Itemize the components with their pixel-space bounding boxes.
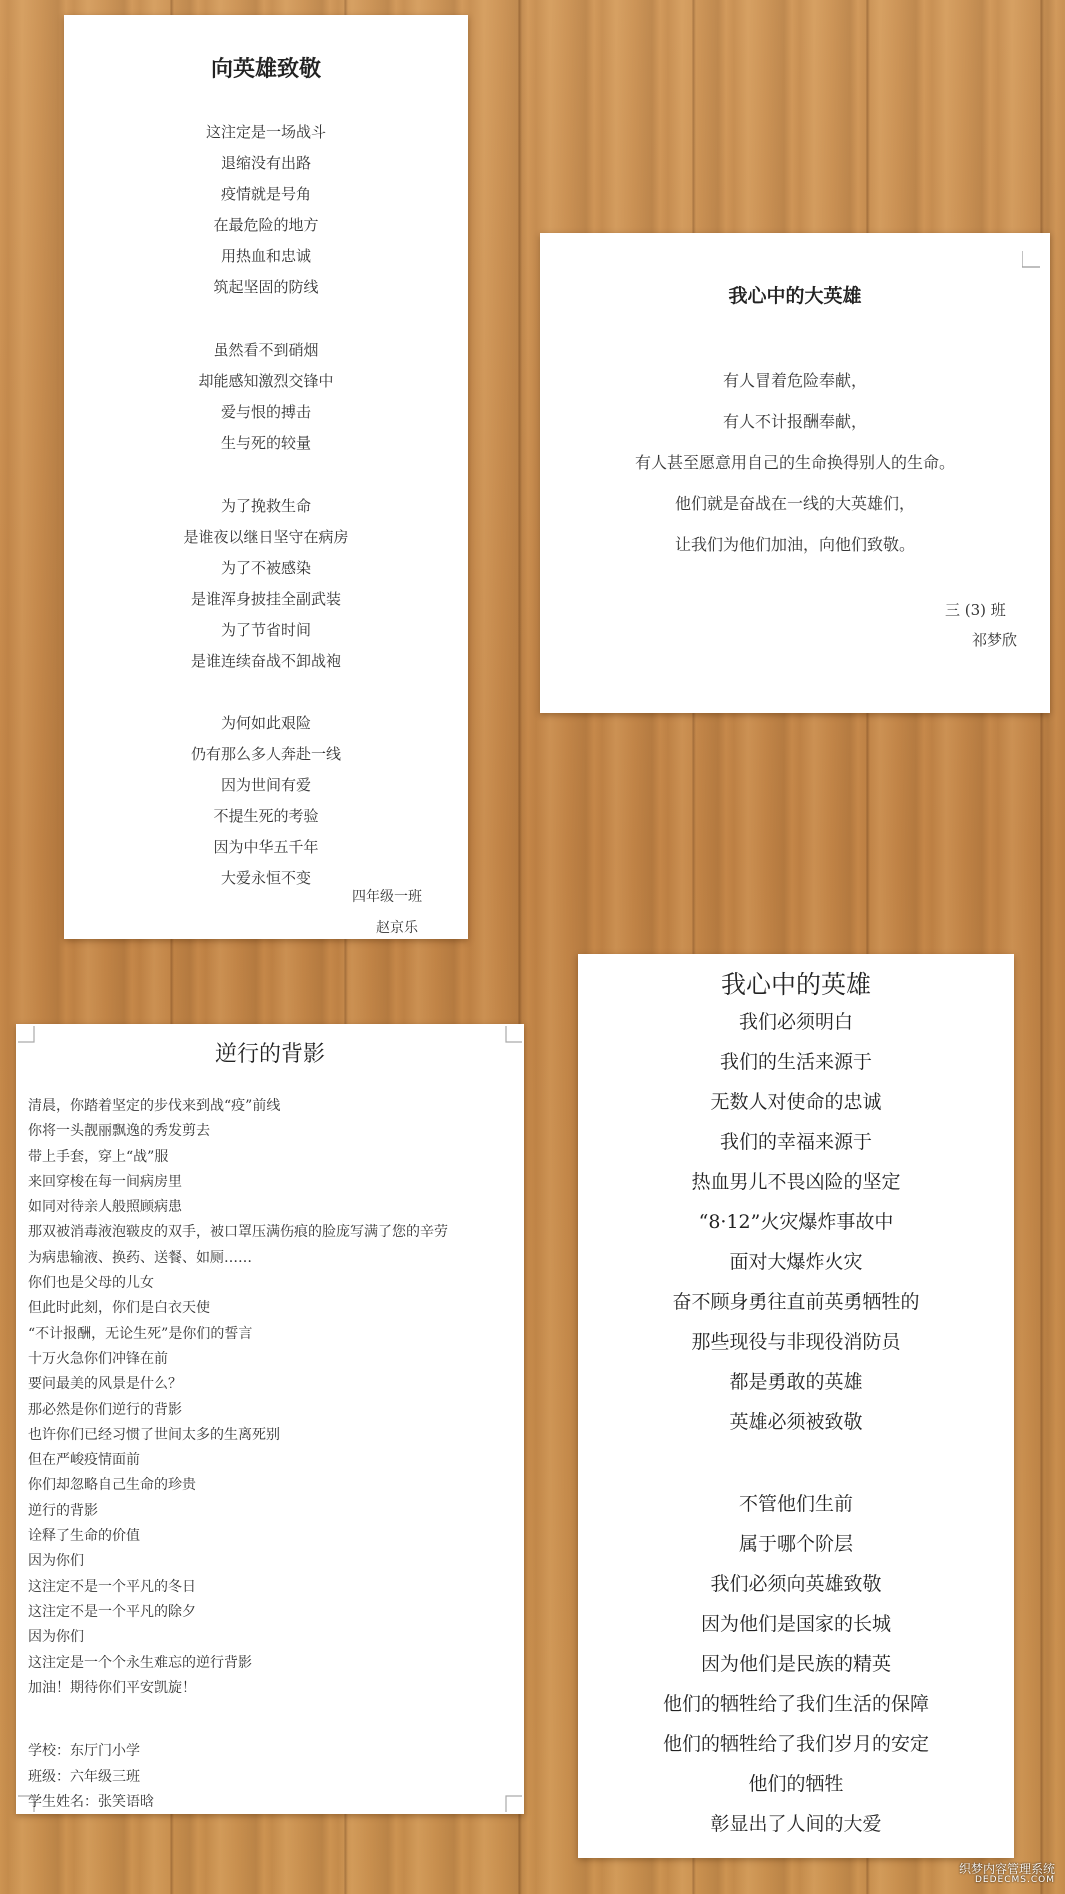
poem-line: 这注定不是一个平凡的除夕 xyxy=(28,1603,196,1620)
poem-title: 逆行的背影 xyxy=(214,1042,325,1067)
watermark-main: 织梦内容管理系统 xyxy=(958,1861,1055,1876)
poem-line: 有人冒着危险奉献， xyxy=(722,371,867,390)
stanza xyxy=(578,1484,1014,1844)
poem-line: 为了不被感染 xyxy=(220,559,311,577)
poem-line: 那双被消毒液泡皲皮的双手，被口罩压满伤痕的脸庞写满了您的辛劳 xyxy=(28,1224,448,1241)
poem-line: 热血男儿不畏凶险的坚定 xyxy=(691,1171,901,1193)
poem-line: 带上手套，穿上“战”服 xyxy=(28,1148,169,1165)
poem-line: 这注定是一个个永生难忘的逆行背影 xyxy=(28,1654,252,1671)
poem-line: 十万火急你们冲锋在前 xyxy=(28,1350,168,1367)
poem-line: 奋不顾身勇往直前英勇牺牲的 xyxy=(672,1291,920,1313)
author-class: 三 (3) 班 xyxy=(945,601,1006,619)
author-name: 赵京乐 xyxy=(376,920,418,936)
poem-line: 无数人对使命的忠诚 xyxy=(710,1091,882,1113)
poem-line: 因为他们是民族的精英 xyxy=(700,1653,891,1675)
stanza xyxy=(64,708,468,894)
poem-sheet-4 xyxy=(578,954,1014,1858)
poem-line: 你们也是父母的儿女 xyxy=(28,1275,154,1292)
poem-line: 是谁浑身披挂全副武装 xyxy=(190,590,341,608)
poem-line: 因为你们 xyxy=(28,1553,84,1570)
poem-title: 我心中的大英雄 xyxy=(728,285,862,307)
poem-line: “不计报酬，无论生死”是你们的誓言 xyxy=(28,1325,253,1342)
poem-line: 为了节省时间 xyxy=(220,621,311,639)
poem-line: 如同对待亲人般照顾病患 xyxy=(28,1199,182,1216)
poem-line: 让我们为他们加油，向他们致敬。 xyxy=(674,535,915,554)
poem-lines xyxy=(578,1002,1014,1442)
page-corner-mark xyxy=(504,1794,522,1812)
poem-line: 因为他们是国家的长城 xyxy=(700,1613,891,1635)
poem-line: 虽然看不到硝烟 xyxy=(213,341,319,359)
watermark-sub: DEDECMS.COM xyxy=(975,1875,1055,1886)
poem-line: 因为世间有爱 xyxy=(220,776,311,794)
poem-line: 为病患输液、换药、送餐、如厕…… xyxy=(28,1249,252,1266)
poem-lines xyxy=(578,1484,1014,1844)
page-corner-mark xyxy=(1022,251,1040,269)
poem-line: 用热血和忠诚 xyxy=(220,247,311,265)
author-name: 祁梦欣 xyxy=(972,631,1018,649)
poem-line: 你将一头靓丽飘逸的秀发剪去 xyxy=(28,1123,210,1140)
poem-line: 因为你们 xyxy=(28,1629,84,1646)
poem-line: 生与死的较量 xyxy=(220,434,311,452)
poem-line: 他们的牺牲给了我们生活的保障 xyxy=(662,1693,929,1715)
stanza xyxy=(578,1002,1014,1442)
poem-title: 我心中的英雄 xyxy=(720,970,871,999)
author-name: 学生姓名：张笑语晗 xyxy=(28,1794,154,1810)
poem-line: 彰显出了人间的大爱 xyxy=(710,1813,882,1835)
poem-line: 却能感知激烈交锋中 xyxy=(198,372,334,390)
poem-line: 属于哪个阶层 xyxy=(738,1533,853,1555)
poem-line: 也许你们已经习惯了世间太多的生离死别 xyxy=(28,1426,280,1443)
poem-line: 我们的生活来源于 xyxy=(719,1051,872,1073)
poem-line: 我们的幸福来源于 xyxy=(719,1131,872,1153)
poem-line: 因为中华五千年 xyxy=(213,838,319,856)
poem-line: 这注定不是一个平凡的冬日 xyxy=(28,1578,196,1595)
poem-line: 爱与恨的搏击 xyxy=(220,403,311,421)
poem-line: 有人不计报酬奉献， xyxy=(722,412,867,431)
poem-line: 大爱永恒不变 xyxy=(220,869,311,887)
poem-sheet-3 xyxy=(16,1024,524,1814)
poem-line: 那些现役与非现役消防员 xyxy=(691,1331,901,1353)
poem-sheet-2 xyxy=(540,233,1050,713)
poem-line: 为何如此艰险 xyxy=(220,714,311,732)
poem-lines xyxy=(64,708,468,894)
poem-line: 退缩没有出路 xyxy=(220,154,311,172)
poem-line: 不管他们生前 xyxy=(738,1493,853,1515)
poem-line: 面对大爆炸火灾 xyxy=(729,1251,863,1273)
poem-lines xyxy=(64,491,468,677)
poem-lines xyxy=(540,360,1050,565)
poem-line: “8·12”火灾爆炸事故中 xyxy=(698,1211,894,1233)
poem-line: 要问最美的风景是什么？ xyxy=(28,1376,182,1393)
poem-line: 我们必须向英雄致敬 xyxy=(710,1573,882,1595)
poem-line: 疫情就是号角 xyxy=(220,185,311,203)
author-class: 四年级一班 xyxy=(352,889,422,905)
poem-line: 清晨，你踏着坚定的步伐来到战“疫”前线 xyxy=(28,1098,281,1114)
author-school: 学校：东厅门小学 xyxy=(28,1743,140,1759)
poem-lines xyxy=(64,117,468,303)
author-info xyxy=(28,1739,154,1816)
poem-line: 为了挽救生命 xyxy=(220,497,311,515)
poem-line: 来回穿梭在每一间病房里 xyxy=(28,1173,182,1190)
stanza xyxy=(64,491,468,677)
poem-line: 加油！期待你们平安凯旋！ xyxy=(28,1679,196,1696)
poem-line: 有人甚至愿意用自己的生命换得别人的生命。 xyxy=(634,453,955,472)
watermark xyxy=(959,1863,1055,1886)
poem-line: 是谁连续奋战不卸战袍 xyxy=(190,652,341,670)
poem-line: 他们的牺牲给了我们岁月的安定 xyxy=(662,1733,929,1755)
poem-line: 是谁夜以继日坚守在病房 xyxy=(183,528,349,546)
stanza xyxy=(64,117,468,303)
poem-line: 但此时此刻，你们是白衣天使 xyxy=(28,1300,210,1317)
poem-title: 向英雄致敬 xyxy=(210,57,321,82)
poem-line: 不提生死的考验 xyxy=(213,807,319,825)
poem-lines xyxy=(28,1094,448,1701)
poem-line: 仍有那么多人奔赴一线 xyxy=(190,745,341,763)
poem-line: 你们却忽略自己生命的珍贵 xyxy=(28,1477,196,1494)
poem-line: 诠释了生命的价值 xyxy=(28,1528,140,1545)
poem-line: 那必然是你们逆行的背影 xyxy=(28,1401,182,1418)
poem-line: 但在严峻疫情面前 xyxy=(28,1452,140,1469)
poem-line: 这注定是一场战斗 xyxy=(205,123,326,141)
poem-line: 筑起坚固的防线 xyxy=(213,278,319,296)
poem-sheet-1 xyxy=(64,15,468,939)
author-class: 班级：六年级三班 xyxy=(28,1768,140,1785)
poem-line: 在最危险的地方 xyxy=(213,216,319,234)
poem-line: 他们的牺牲 xyxy=(748,1773,844,1795)
poem-line: 都是勇敢的英雄 xyxy=(729,1371,863,1393)
poem-line: 我们必须明白 xyxy=(738,1011,853,1033)
poem-lines xyxy=(64,335,468,459)
poem-line: 他们就是奋战在一线的大英雄们， xyxy=(674,494,915,513)
poem-line: 逆行的背影 xyxy=(28,1502,98,1519)
stanza xyxy=(64,335,468,459)
poem-line: 英雄必须被致敬 xyxy=(729,1411,863,1433)
